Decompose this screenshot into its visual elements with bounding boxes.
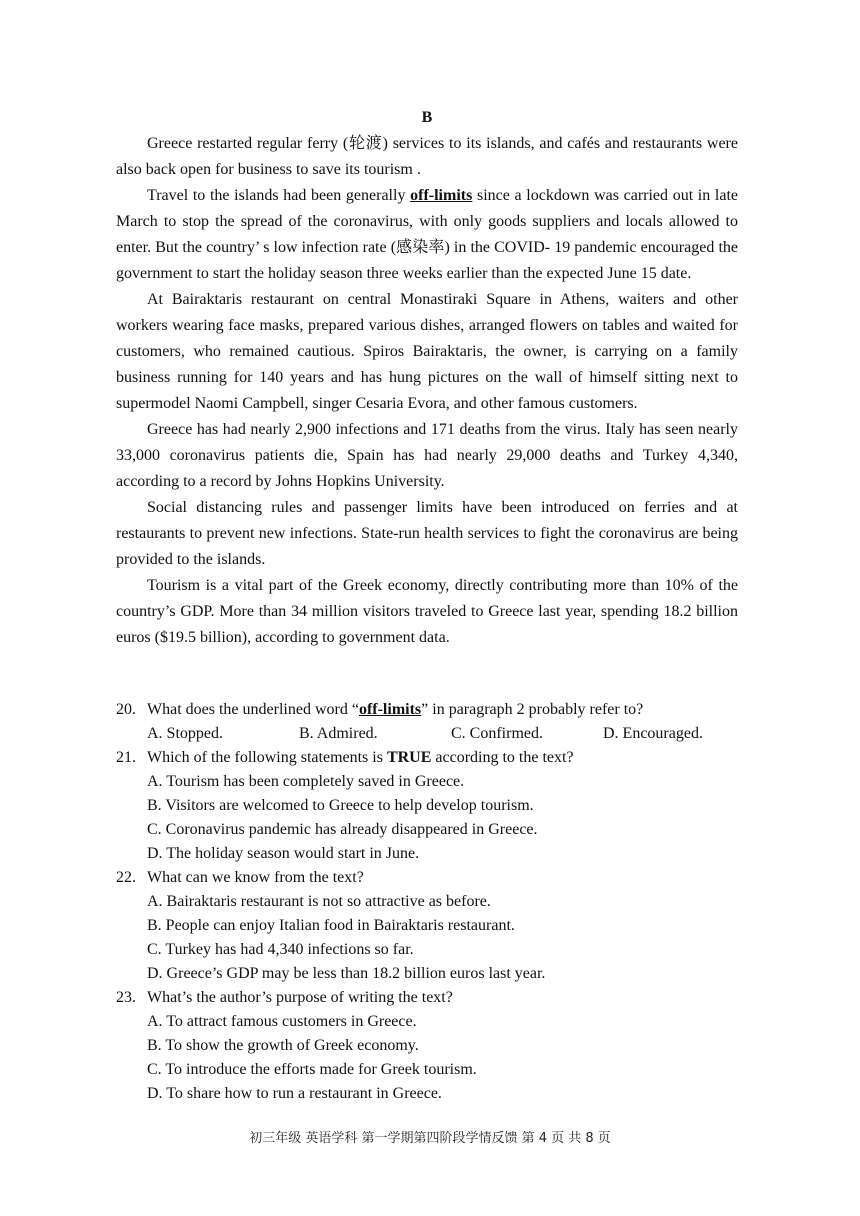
paragraph-4: Greece has had nearly 2,900 infections and 171 deaths from the virus. Italy has seen nearly 33,000 coronavirus patients die, Spain has had nearly 29,000 deaths and Turkey 4,340, according to a record by Johns Hopkins University. (116, 421, 738, 490)
question-number: 22. (116, 869, 136, 886)
question-stem: What’s the author’s purpose of writing the text? (147, 989, 453, 1006)
question-number: 20. (116, 701, 136, 718)
page-footer: 初三年级 英语学科 第一学期第四阶段学情反馈 第 4 页 共 8 页 (249, 1131, 611, 1146)
paragraph-5: Social distancing rules and passenger limits have been introduced on ferries and at restaurants to prevent new infections. State-run health services to fight the coronavirus are being provided to the islands. (116, 499, 738, 568)
option-b[interactable]: B. Visitors are welcomed to Greece to help develop tourism. (147, 797, 534, 814)
option-a[interactable]: A. Bairaktaris restaurant is not so attractive as before. (147, 893, 491, 910)
option-d[interactable]: D. Encouraged. (603, 725, 703, 742)
option-c[interactable]: C. Confirmed. (451, 725, 543, 742)
question-stem (147, 698, 643, 722)
emphasized-word: TRUE (386, 749, 432, 766)
paragraph-3: At Bairaktaris restaurant on central Monastiraki Square in Athens, waiters and other workers wearing face masks, prepared various dishes, arranged flowers on tables and waited for customers, who remained cautious. Spiros Bairaktaris, the owner, is carrying on a family business running for 140 years and has hung pictures on the wall of himself sitting next to supermodel Naomi Campbell, singer Cesaria Evora, and other famous customers. (116, 291, 738, 412)
option-a[interactable]: A. To attract famous customers in Greece. (147, 1013, 417, 1030)
paragraph-2-start: Travel to the islands had been generally (147, 187, 411, 204)
stem-text: ” in paragraph 2 probably refer to? (421, 701, 644, 718)
option-c[interactable]: C. To introduce the efforts made for Greek tourism. (147, 1061, 477, 1078)
option-d[interactable]: D. Greece’s GDP may be less than 18.2 billion euros last year. (147, 965, 546, 982)
reading-passage (116, 131, 738, 651)
question-stem (147, 746, 574, 770)
option-c[interactable]: C. Turkey has had 4,340 infections so far. (147, 941, 414, 958)
underlined-word: off-limits (358, 701, 422, 718)
question-number: 23. (116, 989, 136, 1006)
option-c[interactable]: C. Coronavirus pandemic has already disappeared in Greece. (147, 821, 538, 838)
option-d[interactable]: D. To share how to run a restaurant in Greece. (147, 1085, 442, 1102)
paragraph-6: Tourism is a vital part of the Greek economy, directly contributing more than 10% of the country’s GDP. More than 34 million visitors traveled to Greece last year, spending 18.2 billion euros ($19.5 billion), according to government data. (116, 577, 738, 646)
question-22 (116, 866, 756, 986)
question-23 (116, 986, 756, 1106)
stem-text: according to the text? (431, 749, 574, 766)
paragraph-2 (116, 183, 738, 287)
question-stem: What can we know from the text? (147, 869, 364, 886)
option-b[interactable]: B. Admired. (299, 725, 378, 742)
stem-text: What does the underlined word “ (147, 701, 359, 718)
options-row (116, 722, 756, 746)
paragraph-1: Greece restarted regular ferry (轮渡) services to its islands, and cafés and restaurants were also back open for business to save its tourism . (116, 135, 738, 178)
question-list (116, 698, 756, 1106)
underlined-word: off-limits (410, 187, 473, 204)
stem-text: Which of the following statements is (147, 749, 387, 766)
section-title: B (421, 109, 433, 126)
question-21 (116, 746, 756, 866)
paragraph-2-rest: since a lockdown was carried out in late March to stop the spread of the coronavirus, with only goods suppliers and locals allowed to enter. But the country’ s low infection rate (感染率) in the COVID- 19 pandemic encouraged the government to start the holiday season three weeks earlier than the expected June 15 date. (116, 187, 739, 282)
option-b[interactable]: B. To show the growth of Greek economy. (147, 1037, 419, 1054)
option-b[interactable]: B. People can enjoy Italian food in Bairaktaris restaurant. (147, 917, 515, 934)
option-a[interactable]: A. Stopped. (147, 725, 223, 742)
question-20 (116, 698, 756, 746)
option-d[interactable]: D. The holiday season would start in June. (147, 845, 420, 862)
option-a[interactable]: A. Tourism has been completely saved in Greece. (147, 773, 465, 790)
question-number: 21. (116, 749, 136, 766)
